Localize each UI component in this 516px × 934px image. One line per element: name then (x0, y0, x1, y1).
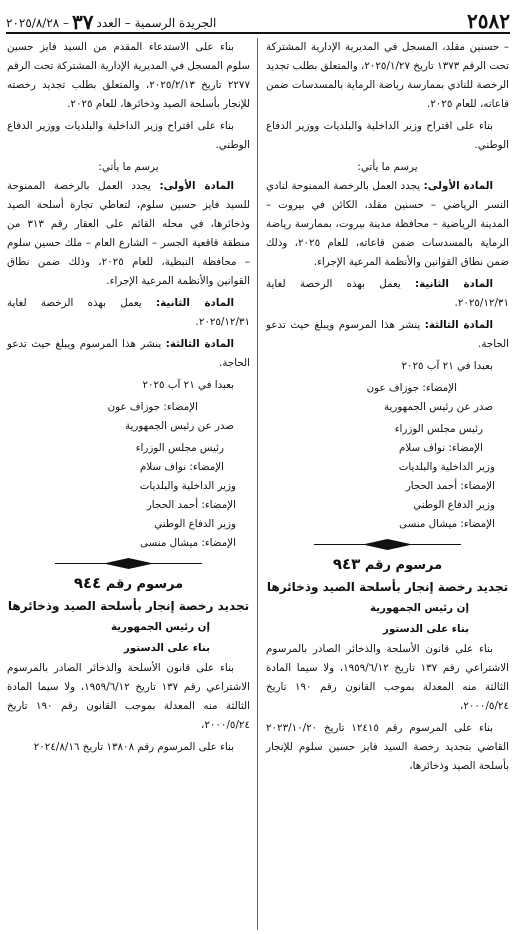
signature: الإمضاء: نواف سلام (398, 442, 483, 454)
article-label: المادة الثانية: (415, 278, 493, 290)
decree-subject: تجديد رخصة إنجار بأسلحة الصيد وذخائرها (266, 580, 509, 594)
issue-date: – ٢٠٢٥/٨/٢٨ (6, 16, 70, 30)
column-divider (257, 38, 258, 930)
decree-label: مرسوم رقم (364, 558, 443, 573)
section-separator (266, 539, 509, 551)
decrees-line: يرسم ما يأتي: (98, 161, 159, 173)
gazette-name: الجريدة الرسمية – العدد (96, 16, 217, 30)
decree-label: مرسوم رقم (105, 577, 184, 592)
date-line: بعبدا في ٢١ آب ٢٠٢٥ (401, 360, 493, 372)
signature: الإمضاء: جوزاف عون (366, 382, 457, 394)
article-label: المادة الثالثة: (424, 319, 494, 331)
article-text: يعمل بهذه الرخصة لغاية ٢٠٢٥/١٢/٣١. (266, 278, 509, 309)
page-number: ٢٥٨٢ (467, 9, 510, 33)
authority-line: إن رئيس الجمهورية (369, 602, 469, 614)
signature: الإمضاء: أحمد الحجار (146, 499, 236, 511)
pm-title: رئيس مجلس الوزراء (135, 442, 224, 454)
pm-title: رئيس مجلس الوزراء (394, 423, 483, 435)
date-line: بعبدا في ٢١ آب ٢٠٢٥ (142, 379, 234, 391)
section-separator (7, 558, 250, 570)
article-1 (7, 177, 250, 291)
decrees-line: يرسم ما يأتي: (357, 161, 418, 173)
issue-number: ٣٧ (72, 10, 94, 34)
article-3 (266, 316, 509, 354)
article-text: يجدد العمل بالرخصة الممنوحة لنادي النسر الرياضي – حسنين مقلد، الكائن في بيروت – المدينة الرياضية – محافظة مدينة بيروت، بممارسة رياضة الرماية بالمسدسات ضمن قاعاته، للعام ٢٠٢٥، وذلك ضمن نطاق القوانين والأنظمة المرعية الإجراء. (266, 180, 509, 268)
article-text: يعمل بهذه الرخصة لغاية ٢٠٢٥/١٢/٣١. (7, 297, 250, 328)
signature: الإمضاء: أحمد الحجار (405, 480, 495, 492)
signature: الإمضاء: جوزاف عون (107, 401, 198, 413)
column-left (7, 38, 250, 760)
article-text: ينشر هذا المرسوم ويبلغ حيث تدعو الحاجة. (7, 338, 250, 369)
signature: الإمضاء: ميشال منسى (399, 518, 495, 530)
article-label: المادة الثالثة: (165, 338, 235, 350)
defense-minister: وزير الدفاع الوطني (154, 518, 236, 530)
paragraph: بناء على قانون الأسلحة والذخائر الصادر بالمرسوم الاشتراعي رقم ١٣٧ تاريخ ١٩٥٩/٦/١٢، ولا سيما المادة الثالثة منه المعدلة بموجب القانون رقم ١٩٠ تاريخ ٢٠٠٠/٥/٢٤، (266, 643, 509, 712)
paragraph: بناء على الاستدعاء المقدم من السيد فايز حسين سلوم المسجل في المديرية الإدارية المشتركة تحت الرقم ٢٢٧٧ تاريخ ٢٠٢٥/٢/١٣، والمتعلق بطلب تجديد رخصته للإنجار بأسلحة الصيد وذخائرها، للعام ٢٠٢٥. (7, 41, 250, 110)
authority-line: بناء على الدستور (123, 642, 210, 654)
decree-number: ٩٤٤ (73, 574, 102, 592)
paragraph: بناء على اقتراح وزير الداخلية والبلديات ووزير الدفاع الوطني. (7, 120, 250, 151)
article-label: المادة الأولى: (423, 180, 493, 192)
paragraph: بناء على المرسوم رقم ١٣٨٠٨ تاريخ ٢٠٢٤/٨/١٦ (33, 741, 234, 753)
interior-minister: وزير الداخلية والبلديات (139, 480, 236, 492)
authority-line: إن رئيس الجمهورية (110, 621, 210, 633)
article-3 (7, 335, 250, 373)
defense-minister: وزير الدفاع الوطني (413, 499, 495, 511)
issued-by: صدر عن رئيس الجمهورية (383, 401, 493, 413)
decree-title (266, 554, 509, 576)
article-2 (7, 294, 250, 332)
decree-number: ٩٤٣ (332, 555, 361, 573)
gazette-info (6, 12, 216, 32)
column-right (266, 38, 509, 779)
article-label: المادة الثانية: (156, 297, 234, 309)
article-label: المادة الأولى: (159, 180, 234, 192)
article-text: يجدد العمل بالرخصة الممنوحة للسيد فايز حسين سلوم، لتعاطي تجارة أسلحة الصيد وذخائرها، في محله القائم على العقار رقم ٣١٣ من منطقة قاقعية الجسر – الشارع العام – ملك حسين سلوم – محافظة النبطية، للعام ٢٠٢٥، وذلك ضمن نطاق القوانين والأنظمة المرعية الإجراء. (7, 180, 250, 287)
interior-minister: وزير الداخلية والبلديات (398, 461, 495, 473)
article-2 (266, 275, 509, 313)
article-text: ينشر هذا المرسوم ويبلغ حيث تدعو الحاجة. (266, 319, 509, 350)
paragraph: – حسنين مقلد، المسجل في المديرية الإدارية المشتركة تحت الرقم ١٣٧٣ تاريخ ٢٠٢٥/١/٢٧، والمتعلق بطلب تجديد الرخصة للنادي بممارسة رياضة الرماية بالمسدسات ضمن قاعاته، للعام ٢٠٢٥. (266, 41, 509, 110)
signature: الإمضاء: ميشال منسى (140, 537, 236, 549)
authority-line: بناء على الدستور (382, 623, 469, 635)
paragraph: بناء على قانون الأسلحة والذخائر الصادر بالمرسوم الاشتراعي رقم ١٣٧ تاريخ ١٩٥٩/٦/١٢، ولا سيما المادة الثالثة منه المعدلة بموجب القانون رقم ١٩٠ تاريخ ٢٠٠٠/٥/٢٤، (7, 662, 250, 731)
decree-title (7, 573, 250, 595)
signature: الإمضاء: نواف سلام (139, 461, 224, 473)
article-1 (266, 177, 509, 272)
paragraph: بناء على اقتراح وزير الداخلية والبلديات ووزير الدفاع الوطني. (266, 120, 509, 151)
issued-by: صدر عن رئيس الجمهورية (124, 420, 234, 432)
page-header (6, 6, 510, 34)
decree-subject: تجديد رخصة إنجار بأسلحة الصيد وذخائرها (7, 599, 250, 613)
paragraph: بناء على المرسوم رقم ١٢٤١٥ تاريخ ٢٠٢٣/١٠/٢٠ القاضي بتجديد رخصة السيد فايز حسين سلوم للإنجار بأسلحة الصيد وذخائرها، (266, 722, 509, 772)
